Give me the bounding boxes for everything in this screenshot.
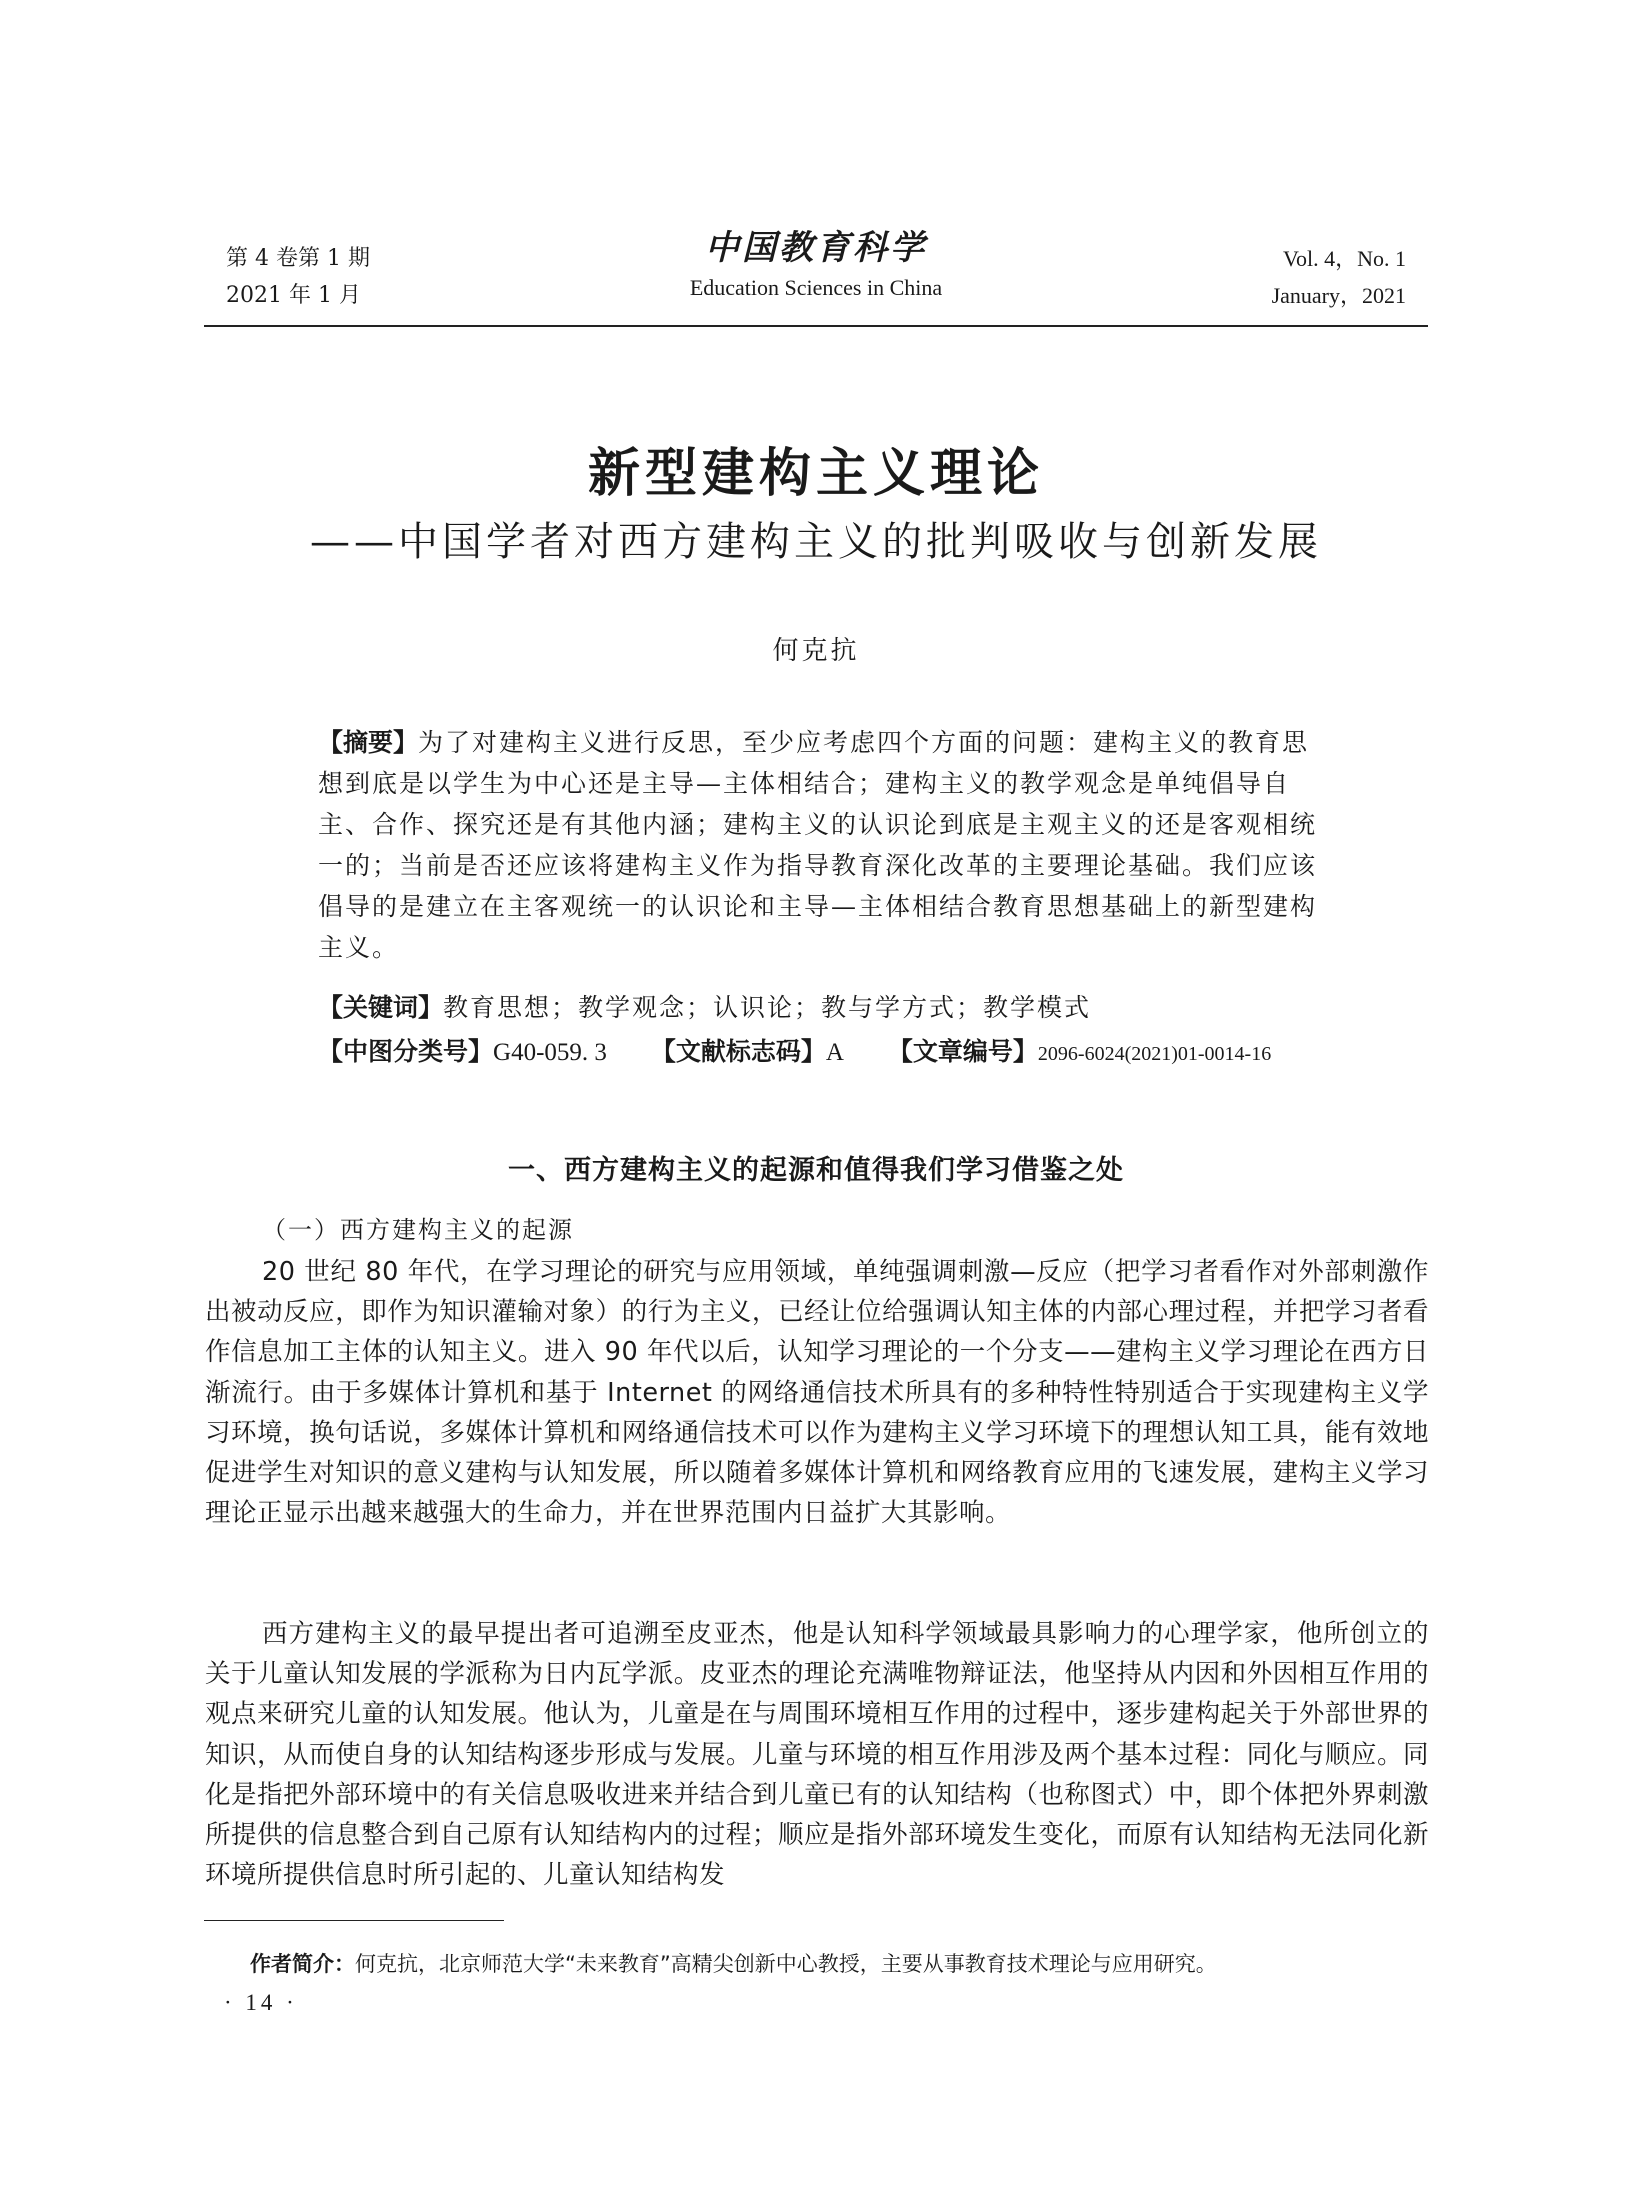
body-paragraph — [205, 1252, 1429, 1533]
date-cn: 2021 年 1 月 — [226, 283, 361, 308]
journal-name-cn: 中国教育科学 — [705, 228, 927, 268]
body-paragraph — [205, 1614, 1429, 1895]
keywords — [318, 990, 1318, 1026]
date-en: January，2021 — [1271, 283, 1406, 308]
doc-code-value: A — [825, 1039, 844, 1066]
article-id-label: 【文章编号】 — [887, 1037, 1038, 1066]
header-left — [226, 240, 370, 314]
author-footnote — [250, 1948, 1217, 1978]
paragraph-text: 20 世纪 80 年代，在学习理论的研究与应用领域，单纯强调刺激—反应（把学习者看作对外部刺激作出被动反应，即作为知识灌输对象）的行为主义，已经让位给强调认知主体的内部心理过程，并把学习者看作信息加工主体的认知主义。进入 90 年代以后，认知学习理论的一个分支——建构主义学习理论在西方日渐流行。由于多媒体计算机和基于 Internet 的网络通信技术所具有的多种特性特别适合于实现建构主义学习环境，换句话说，多媒体计算机和网络通信技术可以作为建构主义学习环境下的理想认知工具，能有效地促进学生对知识的意义建构与认知发展，所以随着多媒体计算机和网络教育应用的飞速发展，建构主义学习理论正显示出越来越强大的生命力，并在世界范围内日益扩大其影响。 — [205, 1257, 1429, 1529]
journal-name-en: Education Sciences in China — [689, 275, 943, 300]
article-metadata — [318, 1034, 1318, 1072]
subsection-heading: （一）西方建构主义的起源 — [262, 1216, 574, 1244]
abstract — [318, 722, 1318, 968]
article-author: 何克抗 — [772, 636, 860, 666]
abstract-label: 【摘要】 — [318, 728, 419, 757]
page-number: · 14 · — [224, 1990, 298, 2015]
clc-value: G40-059. 3 — [493, 1039, 607, 1066]
clc-label: 【中图分类号】 — [318, 1037, 494, 1066]
doc-code-label: 【文献标志码】 — [650, 1037, 826, 1066]
volume-issue-en: Vol. 4，No. 1 — [1282, 246, 1406, 271]
volume-issue-cn: 第 4 卷第 1 期 — [226, 246, 370, 271]
header-divider — [204, 325, 1428, 327]
paragraph-text: 西方建构主义的最早提出者可追溯至皮亚杰，他是认知科学领域最具影响力的心理学家，他所创立的关于儿童认知发展的学派称为日内瓦学派。皮亚杰的理论充满唯物辩证法，他坚持从内因和外因相互作用的观点来研究儿童的认知发展。他认为，儿童是在与周围环境相互作用的过程中，逐步建构起关于外部世界的知识，从而使自身的认知结构逐步形成与发展。儿童与环境的相互作用涉及两个基本过程：同化与顺应。同化是指把外部环境中的有关信息吸收进来并结合到儿童已有的认知结构（也称图式）中，即个体把外界刺激所提供的信息整合到自己原有认知结构内的过程；顺应是指外部环境发生变化，而原有认知结构无法同化新环境所提供信息时所引起的、儿童认知结构发 — [205, 1619, 1429, 1891]
footnote-divider — [204, 1920, 504, 1921]
article-subtitle: ——中国学者对西方建构主义的批判吸收与创新发展 — [310, 519, 1322, 565]
article-id-value: 2096-6024(2021)01-0014-16 — [1037, 1043, 1272, 1065]
keywords-text: 教育思想；教学观念；认识论；教与学方式；教学模式 — [443, 993, 1092, 1022]
footnote-text: 何克抗，北京师范大学“未来教育”高精尖创新中心教授，主要从事教育技术理论与应用研究。 — [355, 1952, 1217, 1976]
abstract-text: 为了对建构主义进行反思，至少应考虑四个方面的问题：建构主义的教育思想到底是以学生为中心还是主导—主体相结合；建构主义的教学观念是单纯倡导自主、合作、探究还是有其他内涵；建构主义的认识论到底是主观主义的还是客观相统一的；当前是否还应该将建构主义作为指导教育深化改革的主要理论基础。我们应该倡导的是建立在主客观统一的认识论和主导—主体相结合教育思想基础上的新型建构主义。 — [318, 728, 1318, 962]
header-right — [1272, 240, 1406, 314]
keywords-label: 【关键词】 — [318, 993, 444, 1022]
section-heading: 一、西方建构主义的起源和值得我们学习借鉴之处 — [508, 1155, 1124, 1186]
article-title: 新型建构主义理论 — [587, 444, 1044, 504]
header-center — [612, 226, 1020, 306]
footnote-label: 作者简介： — [250, 1952, 355, 1976]
